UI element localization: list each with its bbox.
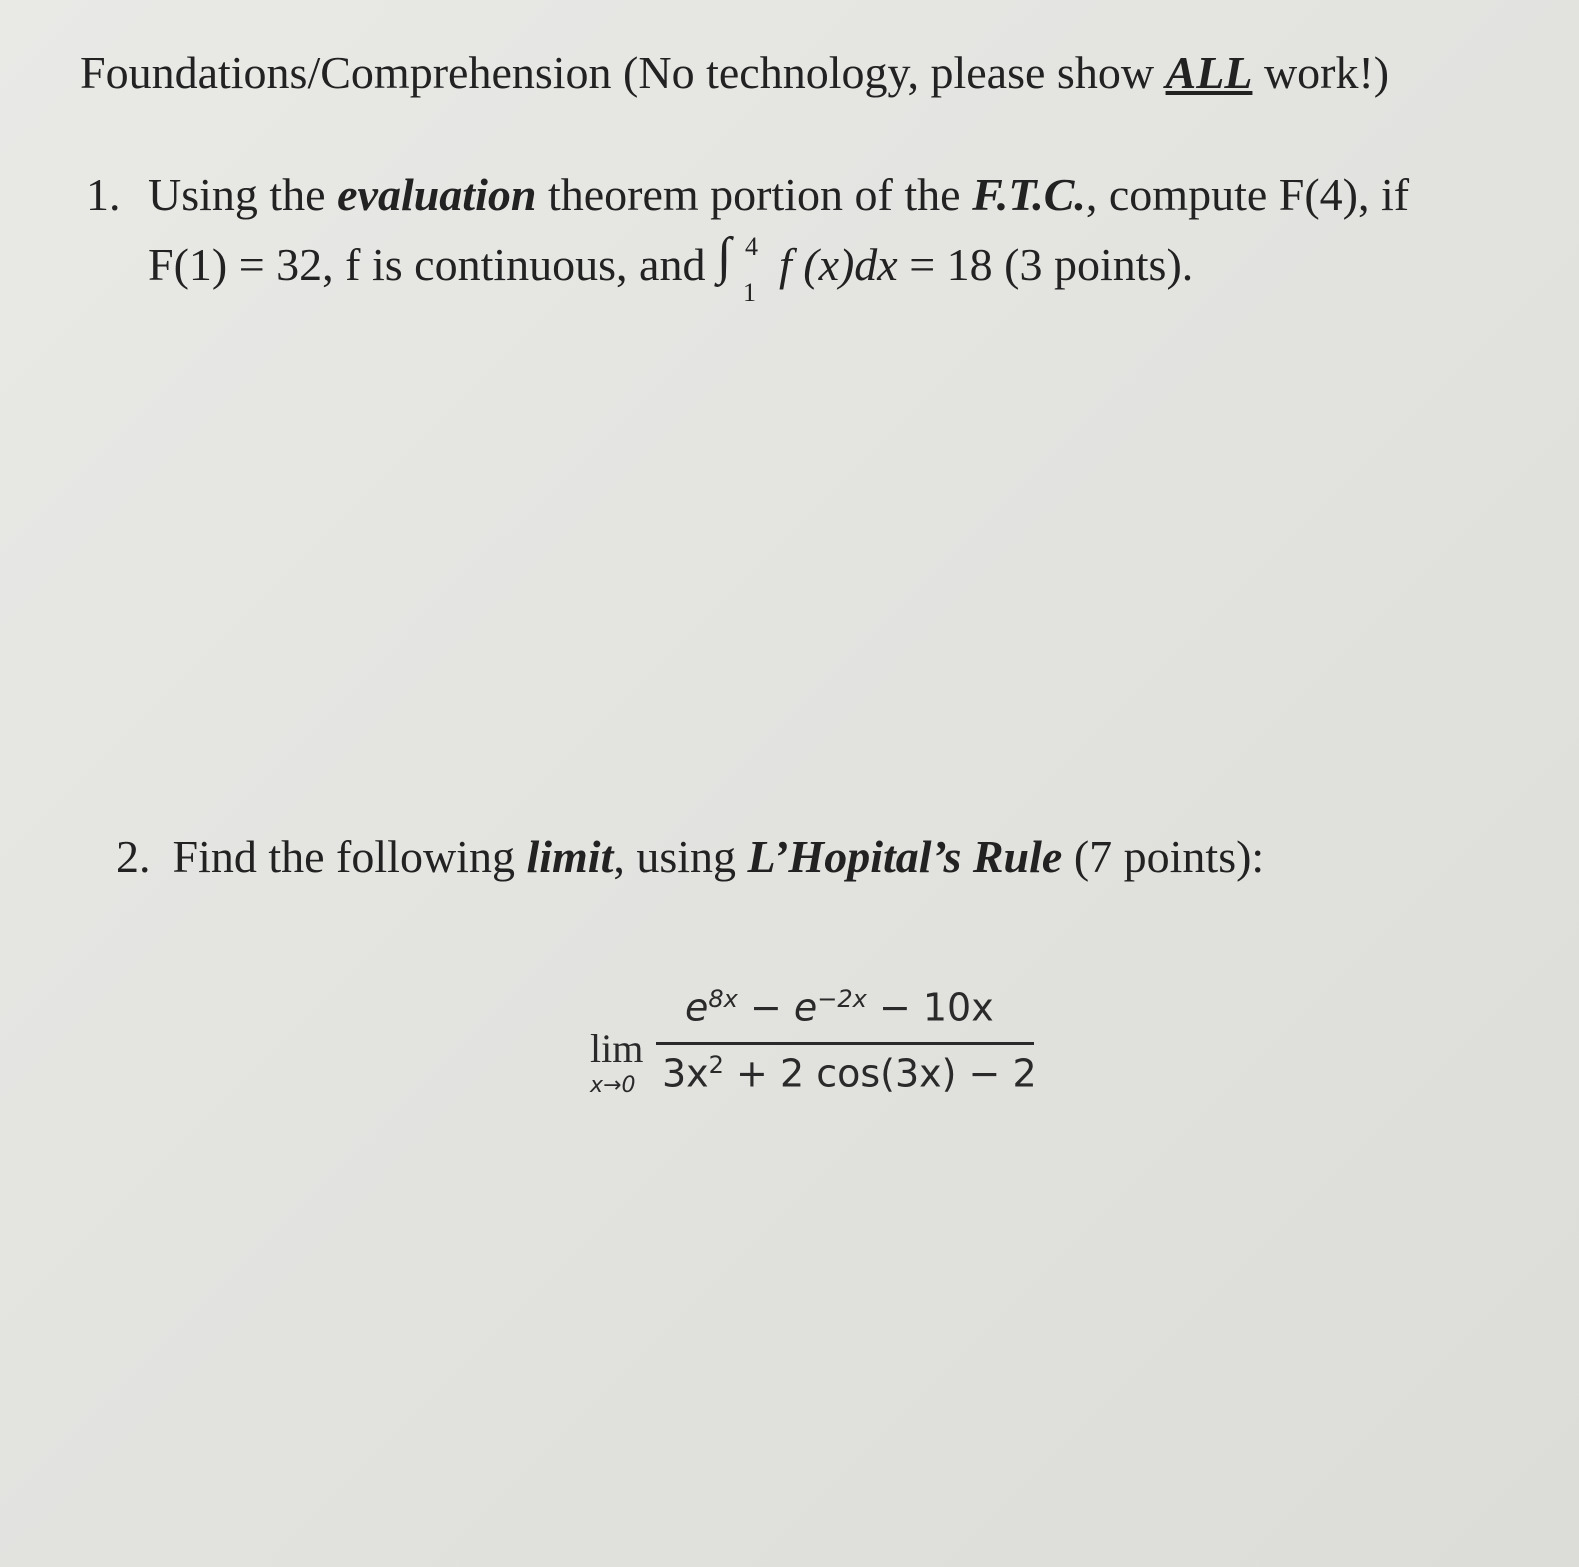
heading-suffix: work!): [1252, 47, 1390, 98]
num-e1: e: [685, 985, 709, 1030]
q2-text-a: Find the following: [172, 831, 527, 882]
question-2: [116, 830, 1264, 883]
den-b: + 2 cos(3x) − 2: [723, 1051, 1037, 1096]
q1-text-e: , compute F(4), if: [1085, 169, 1410, 220]
integral-sign: ∫: [716, 228, 732, 285]
integrand: f (x)dx: [778, 239, 898, 290]
definite-integral: [716, 228, 779, 307]
heading-emphasis: ALL: [1165, 47, 1253, 98]
integral-lower-limit: 1: [742, 278, 756, 307]
q1-text-a: Using the: [148, 169, 338, 220]
lim-subscript: x→0: [590, 1073, 636, 1098]
q1-text-c: theorem portion of the: [536, 169, 973, 220]
question-2-number: 2.: [116, 831, 151, 882]
q1-text-line2-end: = 18 (3 points).: [897, 239, 1194, 290]
section-heading: [80, 46, 1389, 99]
q1-ftc: F.T.C.: [972, 169, 1086, 220]
num-mid: − e: [737, 985, 818, 1030]
question-1-line-1: [148, 160, 1409, 230]
lim-operator: lim: [590, 1026, 644, 1071]
question-1-text: [148, 160, 1410, 307]
fraction-denominator: [662, 1051, 1037, 1096]
num-exp2: −2x: [817, 985, 867, 1013]
heading-prefix: Foundations/Comprehension (No technology, please show: [80, 47, 1166, 98]
question-1-number: 1.: [86, 169, 121, 220]
integral-upper-limit: 4: [744, 232, 758, 261]
num-exp1: 8x: [708, 985, 738, 1013]
question-1-line-2: [148, 228, 1409, 307]
den-exp: 2: [708, 1051, 724, 1079]
q1-evaluation: evaluation: [337, 169, 537, 220]
fraction-numerator: [685, 985, 994, 1030]
fraction-bar: [656, 1042, 1034, 1045]
q2-limit-word: limit: [526, 831, 614, 882]
num-end: − 10x: [866, 985, 994, 1030]
q2-text-c: , using: [613, 831, 748, 882]
q2-lhopital: L’Hopital’s Rule: [747, 831, 1063, 882]
den-a: 3x: [662, 1051, 709, 1096]
q1-text-line2: F(1) = 32, f is continuous, and: [148, 239, 717, 290]
q2-text-e: (7 points):: [1062, 831, 1265, 882]
